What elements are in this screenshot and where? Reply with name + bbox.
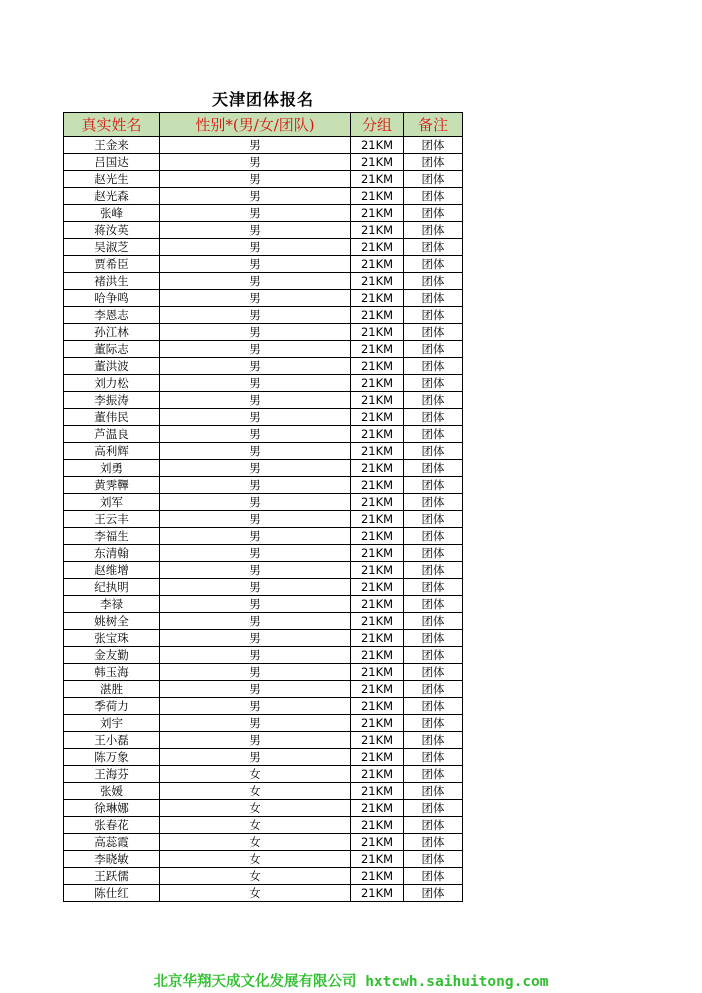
cell-gender: 男 xyxy=(160,239,351,256)
table-body xyxy=(64,137,463,902)
cell-name: 芦温良 xyxy=(64,426,160,443)
table-row xyxy=(64,732,463,749)
cell-name: 张峰 xyxy=(64,205,160,222)
cell-group: 21KM xyxy=(351,239,404,256)
cell-gender: 男 xyxy=(160,256,351,273)
cell-name: 张宝珠 xyxy=(64,630,160,647)
header-row xyxy=(64,113,463,137)
table-row xyxy=(64,613,463,630)
cell-gender: 男 xyxy=(160,409,351,426)
cell-name: 纪执明 xyxy=(64,579,160,596)
cell-group: 21KM xyxy=(351,273,404,290)
cell-name: 董际志 xyxy=(64,341,160,358)
cell-group: 21KM xyxy=(351,800,404,817)
cell-gender: 男 xyxy=(160,511,351,528)
table-row xyxy=(64,443,463,460)
header-name: 真实姓名 xyxy=(64,113,160,137)
cell-gender: 男 xyxy=(160,732,351,749)
cell-group: 21KM xyxy=(351,358,404,375)
cell-gender: 男 xyxy=(160,477,351,494)
table-row xyxy=(64,375,463,392)
table-row xyxy=(64,341,463,358)
cell-group: 21KM xyxy=(351,664,404,681)
cell-note: 团体 xyxy=(404,851,463,868)
cell-name: 孙江林 xyxy=(64,324,160,341)
cell-note: 团体 xyxy=(404,477,463,494)
table-row xyxy=(64,630,463,647)
cell-name: 黄霁鞸 xyxy=(64,477,160,494)
table-row xyxy=(64,324,463,341)
cell-name: 王海芬 xyxy=(64,766,160,783)
cell-group: 21KM xyxy=(351,171,404,188)
cell-group: 21KM xyxy=(351,154,404,171)
cell-name: 刘力松 xyxy=(64,375,160,392)
cell-gender: 男 xyxy=(160,545,351,562)
cell-group: 21KM xyxy=(351,290,404,307)
cell-group: 21KM xyxy=(351,562,404,579)
cell-group: 21KM xyxy=(351,256,404,273)
cell-note: 团体 xyxy=(404,273,463,290)
cell-gender: 男 xyxy=(160,137,351,154)
cell-gender: 男 xyxy=(160,715,351,732)
cell-name: 赵光生 xyxy=(64,171,160,188)
table-row xyxy=(64,783,463,800)
table-row xyxy=(64,171,463,188)
cell-name: 刘军 xyxy=(64,494,160,511)
table-row xyxy=(64,681,463,698)
cell-group: 21KM xyxy=(351,834,404,851)
cell-note: 团体 xyxy=(404,205,463,222)
table-row xyxy=(64,817,463,834)
table-row xyxy=(64,579,463,596)
table-row xyxy=(64,698,463,715)
cell-name: 李晓敏 xyxy=(64,851,160,868)
cell-note: 团体 xyxy=(404,443,463,460)
cell-gender: 男 xyxy=(160,290,351,307)
cell-note: 团体 xyxy=(404,749,463,766)
cell-name: 赵光森 xyxy=(64,188,160,205)
cell-gender: 男 xyxy=(160,494,351,511)
cell-group: 21KM xyxy=(351,426,404,443)
table-row xyxy=(64,205,463,222)
cell-group: 21KM xyxy=(351,528,404,545)
cell-name: 徐琳娜 xyxy=(64,800,160,817)
cell-gender: 男 xyxy=(160,426,351,443)
cell-note: 团体 xyxy=(404,256,463,273)
cell-group: 21KM xyxy=(351,766,404,783)
cell-name: 东清翰 xyxy=(64,545,160,562)
cell-name: 陈万象 xyxy=(64,749,160,766)
table-row xyxy=(64,307,463,324)
cell-group: 21KM xyxy=(351,188,404,205)
cell-note: 团体 xyxy=(404,154,463,171)
cell-note: 团体 xyxy=(404,681,463,698)
table-row xyxy=(64,647,463,664)
table-row xyxy=(64,154,463,171)
cell-name: 吕国达 xyxy=(64,154,160,171)
table-row xyxy=(64,868,463,885)
cell-gender: 男 xyxy=(160,324,351,341)
cell-note: 团体 xyxy=(404,613,463,630)
cell-note: 团体 xyxy=(404,341,463,358)
cell-note: 团体 xyxy=(404,188,463,205)
table-row xyxy=(64,834,463,851)
cell-gender: 男 xyxy=(160,188,351,205)
cell-note: 团体 xyxy=(404,409,463,426)
cell-group: 21KM xyxy=(351,341,404,358)
cell-gender: 男 xyxy=(160,749,351,766)
table-row xyxy=(64,409,463,426)
cell-note: 团体 xyxy=(404,375,463,392)
cell-note: 团体 xyxy=(404,460,463,477)
cell-group: 21KM xyxy=(351,817,404,834)
cell-name: 高蕊霞 xyxy=(64,834,160,851)
table-row xyxy=(64,460,463,477)
cell-group: 21KM xyxy=(351,749,404,766)
table-row xyxy=(64,477,463,494)
cell-gender: 女 xyxy=(160,868,351,885)
cell-note: 团体 xyxy=(404,307,463,324)
cell-group: 21KM xyxy=(351,783,404,800)
cell-note: 团体 xyxy=(404,545,463,562)
cell-name: 陈仕红 xyxy=(64,885,160,902)
cell-name: 李振涛 xyxy=(64,392,160,409)
header-gender: 性别*(男/女/团队) xyxy=(160,113,351,137)
cell-name: 董伟民 xyxy=(64,409,160,426)
cell-gender: 男 xyxy=(160,392,351,409)
cell-gender: 男 xyxy=(160,205,351,222)
table-row xyxy=(64,392,463,409)
cell-name: 哈争鸣 xyxy=(64,290,160,307)
cell-group: 21KM xyxy=(351,613,404,630)
cell-group: 21KM xyxy=(351,511,404,528)
cell-name: 刘勇 xyxy=(64,460,160,477)
cell-note: 团体 xyxy=(404,783,463,800)
cell-group: 21KM xyxy=(351,307,404,324)
cell-name: 李福生 xyxy=(64,528,160,545)
cell-group: 21KM xyxy=(351,715,404,732)
cell-note: 团体 xyxy=(404,579,463,596)
cell-gender: 男 xyxy=(160,579,351,596)
cell-note: 团体 xyxy=(404,562,463,579)
cell-name: 张媛 xyxy=(64,783,160,800)
cell-group: 21KM xyxy=(351,409,404,426)
cell-name: 赵维增 xyxy=(64,562,160,579)
cell-group: 21KM xyxy=(351,630,404,647)
table-row xyxy=(64,256,463,273)
cell-gender: 男 xyxy=(160,358,351,375)
cell-gender: 男 xyxy=(160,562,351,579)
cell-gender: 男 xyxy=(160,596,351,613)
cell-name: 湛胜 xyxy=(64,681,160,698)
cell-gender: 女 xyxy=(160,885,351,902)
cell-note: 团体 xyxy=(404,817,463,834)
table-row xyxy=(64,511,463,528)
cell-gender: 女 xyxy=(160,817,351,834)
cell-note: 团体 xyxy=(404,834,463,851)
cell-name: 吴淑芝 xyxy=(64,239,160,256)
cell-name: 王跃儒 xyxy=(64,868,160,885)
cell-gender: 男 xyxy=(160,613,351,630)
cell-name: 贾希臣 xyxy=(64,256,160,273)
cell-group: 21KM xyxy=(351,477,404,494)
table-row xyxy=(64,137,463,154)
cell-group: 21KM xyxy=(351,443,404,460)
table-row xyxy=(64,715,463,732)
table-row xyxy=(64,562,463,579)
cell-group: 21KM xyxy=(351,698,404,715)
cell-gender: 男 xyxy=(160,681,351,698)
cell-gender: 男 xyxy=(160,273,351,290)
cell-name: 高利辉 xyxy=(64,443,160,460)
cell-gender: 男 xyxy=(160,630,351,647)
cell-gender: 男 xyxy=(160,375,351,392)
cell-note: 团体 xyxy=(404,766,463,783)
cell-gender: 男 xyxy=(160,307,351,324)
table-row xyxy=(64,596,463,613)
cell-name: 王小磊 xyxy=(64,732,160,749)
cell-note: 团体 xyxy=(404,715,463,732)
cell-gender: 女 xyxy=(160,851,351,868)
cell-note: 团体 xyxy=(404,137,463,154)
cell-name: 蒋汝英 xyxy=(64,222,160,239)
cell-name: 王云丰 xyxy=(64,511,160,528)
sheet-title: 天津团体报名 xyxy=(211,90,314,109)
cell-gender: 男 xyxy=(160,664,351,681)
table-row xyxy=(64,851,463,868)
cell-group: 21KM xyxy=(351,222,404,239)
cell-group: 21KM xyxy=(351,375,404,392)
table-row xyxy=(64,766,463,783)
cell-note: 团体 xyxy=(404,885,463,902)
table-row xyxy=(64,290,463,307)
cell-name: 李恩志 xyxy=(64,307,160,324)
cell-gender: 男 xyxy=(160,698,351,715)
table-row xyxy=(64,188,463,205)
header-group: 分组 xyxy=(351,113,404,137)
cell-note: 团体 xyxy=(404,239,463,256)
cell-name: 张春花 xyxy=(64,817,160,834)
header-note: 备注 xyxy=(404,113,463,137)
cell-gender: 女 xyxy=(160,783,351,800)
cell-name: 董洪波 xyxy=(64,358,160,375)
cell-group: 21KM xyxy=(351,137,404,154)
cell-gender: 男 xyxy=(160,171,351,188)
cell-group: 21KM xyxy=(351,205,404,222)
table-row xyxy=(64,239,463,256)
cell-gender: 女 xyxy=(160,800,351,817)
cell-note: 团体 xyxy=(404,596,463,613)
cell-note: 团体 xyxy=(404,324,463,341)
cell-note: 团体 xyxy=(404,426,463,443)
cell-name: 姚树全 xyxy=(64,613,160,630)
cell-group: 21KM xyxy=(351,392,404,409)
cell-group: 21KM xyxy=(351,324,404,341)
table-row xyxy=(64,426,463,443)
cell-name: 金友勤 xyxy=(64,647,160,664)
cell-gender: 男 xyxy=(160,443,351,460)
cell-note: 团体 xyxy=(404,732,463,749)
cell-group: 21KM xyxy=(351,681,404,698)
cell-gender: 女 xyxy=(160,834,351,851)
cell-group: 21KM xyxy=(351,545,404,562)
cell-name: 韩玉海 xyxy=(64,664,160,681)
cell-note: 团体 xyxy=(404,392,463,409)
cell-group: 21KM xyxy=(351,732,404,749)
table-row xyxy=(64,494,463,511)
cell-note: 团体 xyxy=(404,528,463,545)
cell-name: 褚洪生 xyxy=(64,273,160,290)
cell-name: 季荷力 xyxy=(64,698,160,715)
cell-note: 团体 xyxy=(404,647,463,664)
table-row xyxy=(64,358,463,375)
cell-note: 团体 xyxy=(404,358,463,375)
cell-name: 刘宇 xyxy=(64,715,160,732)
cell-group: 21KM xyxy=(351,579,404,596)
cell-note: 团体 xyxy=(404,868,463,885)
cell-group: 21KM xyxy=(351,868,404,885)
table-row xyxy=(64,749,463,766)
footer-watermark: 北京华翔天成文化发展有限公司 hxtcwh.saihuitong.com xyxy=(153,974,549,990)
cell-gender: 男 xyxy=(160,154,351,171)
table-row xyxy=(64,664,463,681)
cell-group: 21KM xyxy=(351,851,404,868)
cell-note: 团体 xyxy=(404,664,463,681)
table-row xyxy=(64,800,463,817)
cell-group: 21KM xyxy=(351,460,404,477)
cell-group: 21KM xyxy=(351,596,404,613)
cell-group: 21KM xyxy=(351,647,404,664)
cell-name: 李禄 xyxy=(64,596,160,613)
cell-gender: 男 xyxy=(160,528,351,545)
cell-gender: 男 xyxy=(160,222,351,239)
cell-note: 团体 xyxy=(404,290,463,307)
cell-gender: 男 xyxy=(160,647,351,664)
table-row xyxy=(64,885,463,902)
cell-group: 21KM xyxy=(351,885,404,902)
cell-note: 团体 xyxy=(404,171,463,188)
cell-note: 团体 xyxy=(404,698,463,715)
cell-note: 团体 xyxy=(404,630,463,647)
cell-name: 王金来 xyxy=(64,137,160,154)
cell-note: 团体 xyxy=(404,511,463,528)
cell-note: 团体 xyxy=(404,800,463,817)
table-row xyxy=(64,222,463,239)
cell-gender: 男 xyxy=(160,460,351,477)
registration-table xyxy=(63,112,463,902)
cell-note: 团体 xyxy=(404,222,463,239)
cell-gender: 男 xyxy=(160,341,351,358)
table-row xyxy=(64,273,463,290)
cell-note: 团体 xyxy=(404,494,463,511)
cell-gender: 女 xyxy=(160,766,351,783)
cell-group: 21KM xyxy=(351,494,404,511)
table-row xyxy=(64,528,463,545)
table-row xyxy=(64,545,463,562)
